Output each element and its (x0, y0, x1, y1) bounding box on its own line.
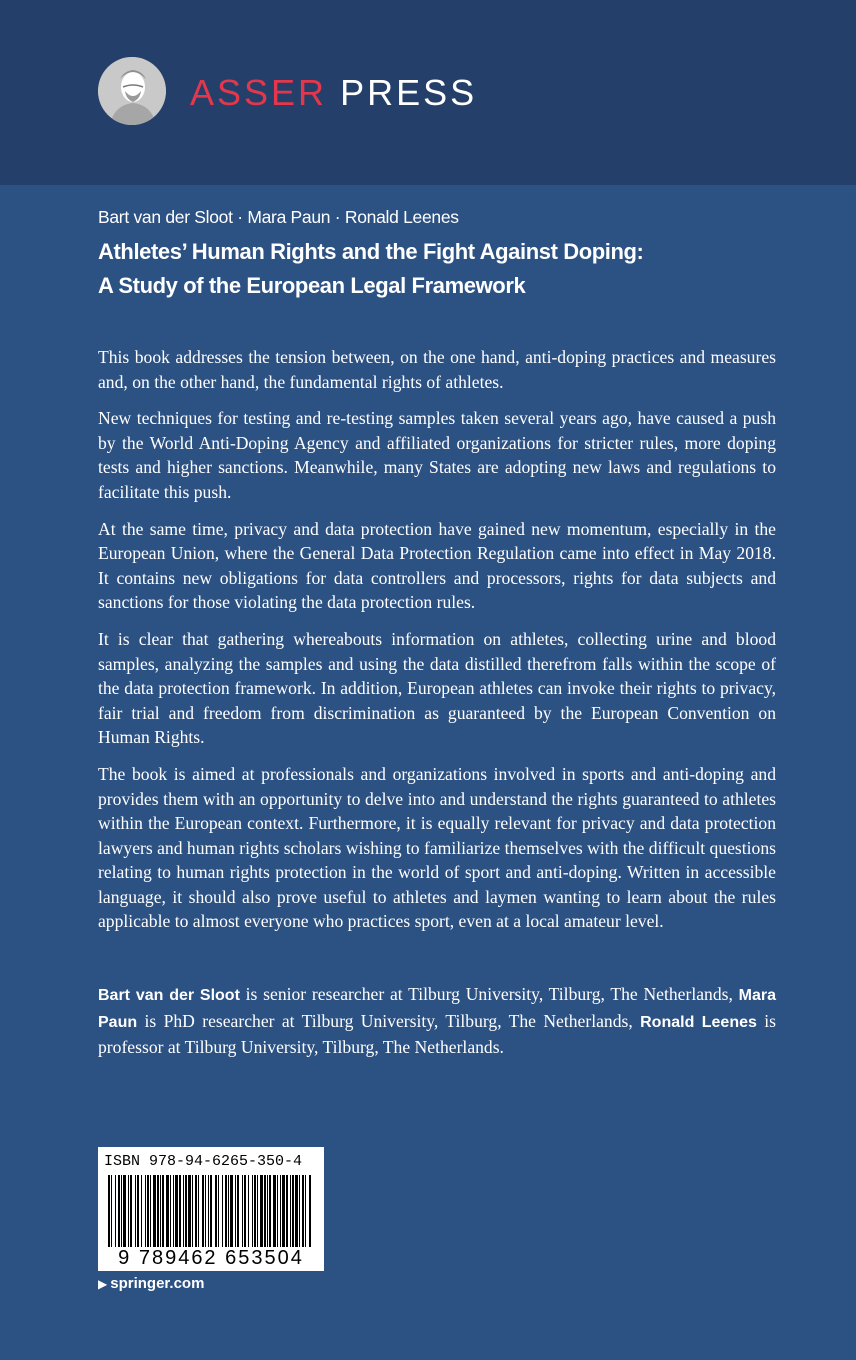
barcode-bar (145, 1175, 146, 1247)
barcode-bar (208, 1175, 209, 1247)
barcode-bar (295, 1175, 298, 1247)
barcode-bar (195, 1175, 197, 1247)
barcode-bar (228, 1175, 229, 1247)
barcode-bar (141, 1175, 142, 1247)
barcode-bar (225, 1175, 227, 1247)
springer-link[interactable] (98, 1275, 204, 1292)
barcode-bar (230, 1175, 233, 1247)
barcode-bars (104, 1175, 318, 1247)
barcode-bar (210, 1175, 212, 1247)
barcode-digits: 9 789462 653504 (118, 1247, 304, 1269)
barcode-bar (173, 1175, 174, 1247)
bio-name-1: Bart van der Sloot (98, 987, 240, 1004)
publisher-name-press: PRESS (340, 72, 478, 113)
arrow-right-icon: ▶ (98, 1277, 108, 1291)
barcode-bar (162, 1175, 164, 1247)
barcode-bar (309, 1175, 311, 1247)
bio-text-1: is senior researcher at Tilburg University, Tilburg, The Netherlands, (239, 984, 739, 1004)
blurb-paragraph-3: At the same time, privacy and data protection have gained new momentum, especially in the European Union, where the General Data Protection Regulation came into effect in May 2018. It contains new obligations for data controllers and processors, rights for data subjects and sanctions for those violating the data protection rules. (98, 518, 776, 613)
barcode-bar (153, 1175, 156, 1247)
barcode-bar (170, 1175, 171, 1247)
blurb-paragraph-1: This book addresses the tension between, on the one hand, anti-doping practices and measures and, on the other hand, the fundamental rights of athletes. (98, 347, 776, 392)
barcode-bar (254, 1175, 256, 1247)
barcode-bar (108, 1175, 110, 1247)
barcode-bar (157, 1175, 159, 1247)
barcode-bar (179, 1175, 181, 1247)
barcode-bar (264, 1175, 266, 1247)
barcode-bar (147, 1175, 149, 1247)
barcode-bar (115, 1175, 116, 1247)
barcode-bar (137, 1175, 139, 1247)
barcode-bar (118, 1175, 120, 1247)
barcode-bar (160, 1175, 161, 1247)
blurb-paragraph-4: It is clear that gathering whereabouts information on athletes, collecting urine and blood samples, analyzing the samples and using the data distilled therefrom falls within the scope of the data protection framework. In addition, European athletes can invoke their rights to privacy, fair trial and freedom from discrimination as guaranteed by the European Convention on Human Rights. (98, 628, 776, 748)
barcode-digits-row (98, 1247, 324, 1270)
blurb-paragraph-5: The book is aimed at professionals and organizations involved in sports and anti-doping and provides them with an opportunity to delve into and understand the rights guaranteed to athletes within the European context. Furthermore, it is equally relevant for privacy and data protection lawyers and human rights scholars wishing to familiarize themselves with the difficult questions relating to human rights protection in the world of sport and anti-doping. Written in accessible language, it should also prove useful to athletes and laymen wanting to learn about the rules applicable to almost everyone who practices sport, even at a local amateur level. (98, 763, 776, 932)
barcode-bar (282, 1175, 285, 1247)
barcode-bar (305, 1175, 306, 1247)
barcode-bar (235, 1175, 236, 1247)
portrait-medallion-icon (98, 57, 166, 125)
barcode-bar (175, 1175, 178, 1247)
barcode-bar (267, 1175, 268, 1247)
barcode-bar (198, 1175, 199, 1247)
publisher-logotype (190, 69, 477, 117)
barcode-bar (123, 1175, 126, 1247)
barcode-bar (222, 1175, 223, 1247)
blurb-paragraph-2: New techniques for testing and re-testing samples taken several years ago, have caused a push by the World Anti-Doping Agency and affiliated organizations for stricter rules, more doping tests and higher sanctions. Meanwhile, many States are adopting new laws and regulations to facilitate this push. (98, 408, 776, 502)
barcode-bar (130, 1175, 132, 1247)
author-bios (98, 982, 776, 1060)
isbn-barcode (98, 1147, 324, 1271)
barcode-bar (135, 1175, 136, 1247)
barcode-bar (205, 1175, 206, 1247)
barcode-bar (299, 1175, 300, 1247)
barcode-bar (290, 1175, 291, 1247)
barcode-bar (166, 1175, 169, 1247)
book-title-line-2: A Study of the European Legal Framework (98, 273, 526, 298)
bio-text-2: is PhD researcher at Tilburg University, Tilburg, The Netherlands, (137, 1010, 641, 1031)
barcode-bar (292, 1175, 294, 1247)
barcode-bar (215, 1175, 217, 1247)
barcode-bar (185, 1175, 187, 1247)
barcode-bar (121, 1175, 122, 1247)
barcode-bar (128, 1175, 129, 1247)
barcode-bar (202, 1175, 204, 1247)
barcode-bar (280, 1175, 281, 1247)
barcode-bar (277, 1175, 278, 1247)
book-title-line-1: Athletes’ Human Rights and the Fight Against Doping: (98, 239, 644, 264)
barcode-bar (286, 1175, 288, 1247)
barcode-bar (111, 1175, 112, 1247)
barcode-bar (273, 1175, 276, 1247)
bio-name-2: Mara Paun (98, 987, 776, 1031)
barcode-bar (192, 1175, 193, 1247)
barcode-bar (244, 1175, 246, 1247)
isbn-label: ISBN 978-94-6265-350-4 (104, 1153, 303, 1170)
barcode-bar (260, 1175, 263, 1247)
publisher-name-asser: ASSER (190, 72, 328, 113)
blurb (98, 345, 776, 946)
barcode-bar (302, 1175, 304, 1247)
barcode-bar (252, 1175, 253, 1247)
bio-text-3: is professor at Tilburg University, Tilburg, The Netherlands. (98, 1010, 777, 1058)
barcode-bar (242, 1175, 243, 1247)
bio-name-3: Ronald Leenes (640, 1013, 757, 1031)
book-title (98, 235, 758, 303)
book-authors: Bart van der Sloot · Mara Paun · Ronald Leenes (98, 207, 459, 227)
springer-link-text[interactable]: springer.com (110, 1275, 205, 1292)
barcode-bar (237, 1175, 239, 1247)
barcode-bar (269, 1175, 271, 1247)
barcode-bar (248, 1175, 249, 1247)
barcode-bar (150, 1175, 151, 1247)
barcode-bar (257, 1175, 258, 1247)
barcode-bar (188, 1175, 191, 1247)
barcode-bar (183, 1175, 184, 1247)
barcode-bar (218, 1175, 219, 1247)
